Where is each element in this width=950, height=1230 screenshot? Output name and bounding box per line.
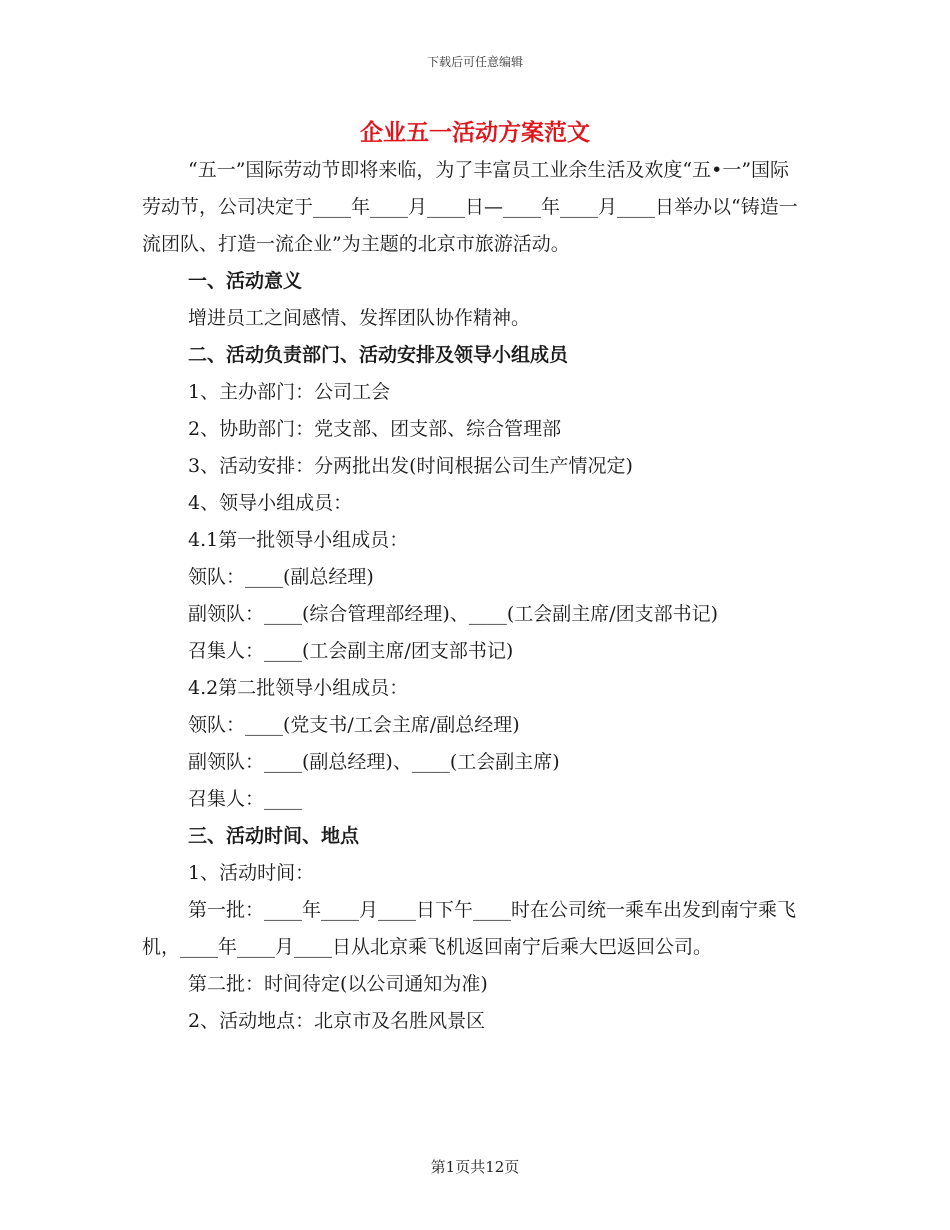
subsection-heading: 4.2第二批领导小组成员： — [188, 677, 409, 699]
body-line: 2、协助部门：党支部、团支部、综合管理部 — [188, 418, 562, 440]
page-footer: 第1页共12页 — [430, 1158, 520, 1176]
body-line: 1、活动时间： — [188, 862, 315, 884]
body-line: 3、活动安排：分两批出发(时间根据公司生产情况定) — [188, 455, 633, 477]
section-heading-1: 一、活动意义 — [188, 270, 303, 292]
body-line: 领队：____(副总经理) — [188, 566, 374, 588]
body-line: 4、领导小组成员： — [188, 492, 353, 514]
section-heading-3: 三、活动时间、地点 — [188, 825, 360, 847]
intro-paragraph: “五一”国际劳动节即将来临，为了丰富员工业余生活及欢度“五•一”国际劳动节，公司决定于____年____月____日—____年____月____日举办以“铸造一流团队、打造一流企业”为主题的北京市旅游活动。 — [142, 159, 798, 255]
batch2-line: 第二批：时间待定(以公司通知为准) — [188, 973, 488, 995]
batch1-paragraph: 第一批：____年____月____日下午____时在公司统一乘车出发到南宁乘飞机，____年____月____日从北京乘飞机返回南宁后乘大巴返回公司。 — [142, 899, 797, 958]
body-line: 副领队：____(综合管理部经理)、____(工会副主席/团支部书记) — [188, 603, 719, 625]
header-note: 下载后可任意编辑 — [426, 55, 523, 69]
section-heading-2: 二、活动负责部门、活动安排及领导小组成员 — [188, 344, 569, 366]
document-body — [142, 152, 807, 1040]
location-line: 2、活动地点：北京市及名胜风景区 — [188, 1010, 486, 1032]
body-line: 领队：____(党支书/工会主席/副总经理) — [188, 714, 520, 736]
body-line: 1、主办部门：公司工会 — [188, 381, 391, 403]
subsection-heading: 4.1第一批领导小组成员： — [188, 529, 409, 551]
document-title: 企业五一活动方案范文 — [360, 119, 590, 146]
body-line: 增进员工之间感情、发挥团队协作精神。 — [188, 307, 531, 329]
body-line: 副领队：____(副总经理)、____(工会副主席) — [188, 751, 560, 773]
body-line: 召集人：____ — [188, 788, 303, 810]
body-line: 召集人：____(工会副主席/团支部书记) — [188, 640, 514, 662]
